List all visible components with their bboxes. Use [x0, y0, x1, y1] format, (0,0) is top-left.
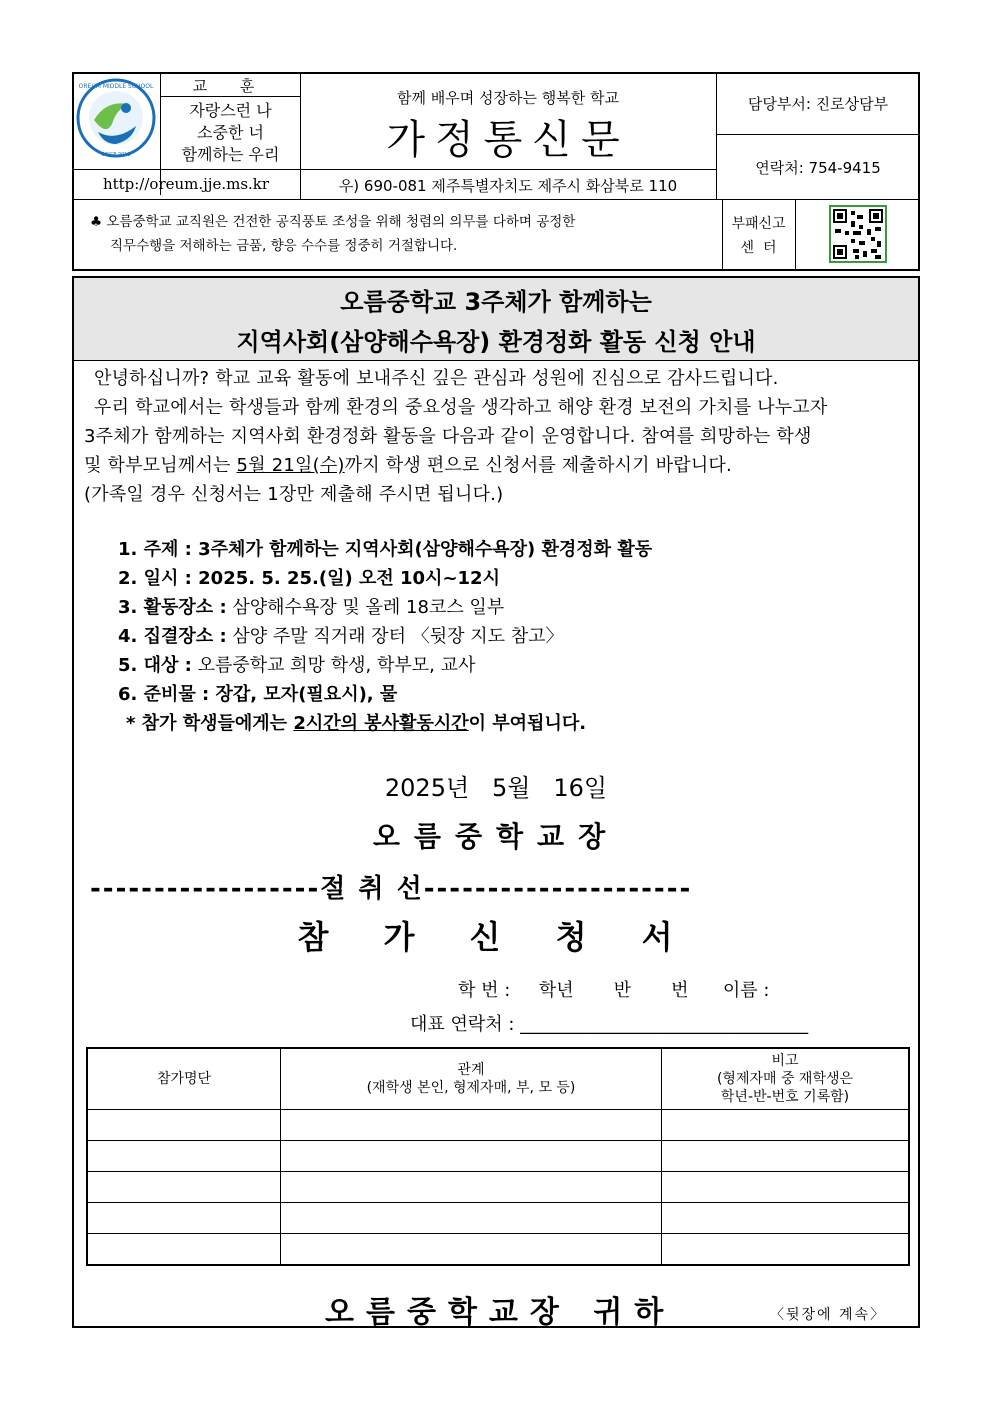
list-item: 3. 활동장소 : 삼양해수욕장 및 올레 18코스 일부: [118, 597, 505, 618]
col-header-relation: 관계 (재학생 본인, 형제자매, 부, 모 등): [281, 1048, 662, 1110]
volunteer-note: * 참가 학생들에게는 2시간의 봉사활동시간이 부여됩니다.: [126, 713, 587, 734]
table-row: [87, 1234, 909, 1266]
table-row: [87, 1203, 909, 1234]
list-item: 2. 일시 : 2025. 5. 25.(일) 오전 10시~12시: [118, 568, 500, 589]
rep-contact-field[interactable]: 대표 연락처 : ________________________________: [410, 1014, 809, 1035]
department: 담당부서: 진로상담부: [747, 95, 889, 113]
list-item: 1. 주제 : 3주체가 함께하는 지역사회(삼양해수욕장) 환경정화 활동: [118, 539, 653, 560]
list-item: 4. 집결장소 : 삼양 주말 직거래 장터 〈뒷장 지도 참고〉: [118, 626, 564, 647]
col-header-participants: 참가명단: [87, 1048, 281, 1110]
qr-code-icon[interactable]: [829, 205, 887, 263]
notice-paragraph: 안녕하십니까? 학교 교육 활동에 보내주신 깊은 관심과 성원에 진심으로 감사드립니다. 우리 학교에서는 학생들과 함께 환경의 중요성을 생각하고 해양 환경 보전의 가치를 나누고자 3주체가 함께하는 지역사회 환경정화 활동을 다음과 같이 운영합니다. 참여를 희망하는 학생 및 학부모님께서는 5월 21일(수)까지 학생 편으로 신청서를 제출하시기 바랍니다. (가족일 경우 신청서는 1장만 제출해 주시면 됩니다.): [84, 368, 828, 505]
table-row: [87, 1110, 909, 1141]
school-address: 우) 690-081 제주특별자치도 제주시 화삼북로 110: [338, 177, 678, 195]
cut-line: ------------------절 취 선---------------------: [90, 874, 693, 904]
application-table: [86, 1047, 910, 1266]
svg-text:OREUM MIDDLE SCHOOL: OREUM MIDDLE SCHOOL: [78, 83, 154, 90]
form-title: 참 가 신 청 서: [297, 918, 695, 956]
table-row: [87, 1172, 909, 1203]
motto: 자랑스런 나 소중한 너 함께하는 우리: [181, 101, 280, 164]
deadline: 5월 21일(수): [236, 455, 345, 476]
report-center-label: 부패신고 센 터: [731, 216, 786, 256]
addressee: 오름중학교장 귀하: [325, 1295, 676, 1330]
list-item: 5. 대상 : 오름중학교 희망 학생, 학부모, 교사: [118, 655, 476, 676]
principal-signature: 오름중학교장: [372, 820, 620, 853]
slogan: 함께 배우며 성장하는 행복한 학교: [397, 89, 619, 107]
col-header-remarks: 비고 (형제자매 중 재학생은 학년-반-번호 기록함): [662, 1048, 910, 1110]
table-header-row: [87, 1048, 909, 1110]
list-item: 6. 준비물 : 장갑, 모자(필요시), 물: [118, 684, 398, 705]
issue-date: 2025년 5월 16일: [384, 774, 608, 802]
svg-text:SINCE 2019: SINCE 2019: [101, 152, 131, 158]
anti-corruption-notice: ♣ 오름중학교 교직원은 건전한 공직풍토 조성을 위해 청렴의 의무를 다하며 공정한 직무수행을 저해하는 금품, 향응 수수를 정중히 거절합니다.: [90, 214, 576, 254]
page-title: 가정통신문: [386, 117, 630, 163]
school-url[interactable]: http://oreum.jje.ms.kr: [102, 175, 270, 193]
notice-title: 오름중학교 3주체가 함께하는 지역사회(삼양해수욕장) 환경정화 활동 신청 안내: [236, 288, 756, 356]
details-list: [118, 535, 898, 738]
school-logo: [76, 76, 156, 164]
student-fields[interactable]: 학 번 : 학년 반 번 이름 :: [458, 980, 770, 1001]
motto-heading: 교 훈: [192, 77, 269, 95]
contact: 연락처: 754-9415: [755, 159, 881, 177]
table-row: [87, 1141, 909, 1172]
continued-note: 〈뒷장에 계속〉: [770, 1307, 887, 1323]
